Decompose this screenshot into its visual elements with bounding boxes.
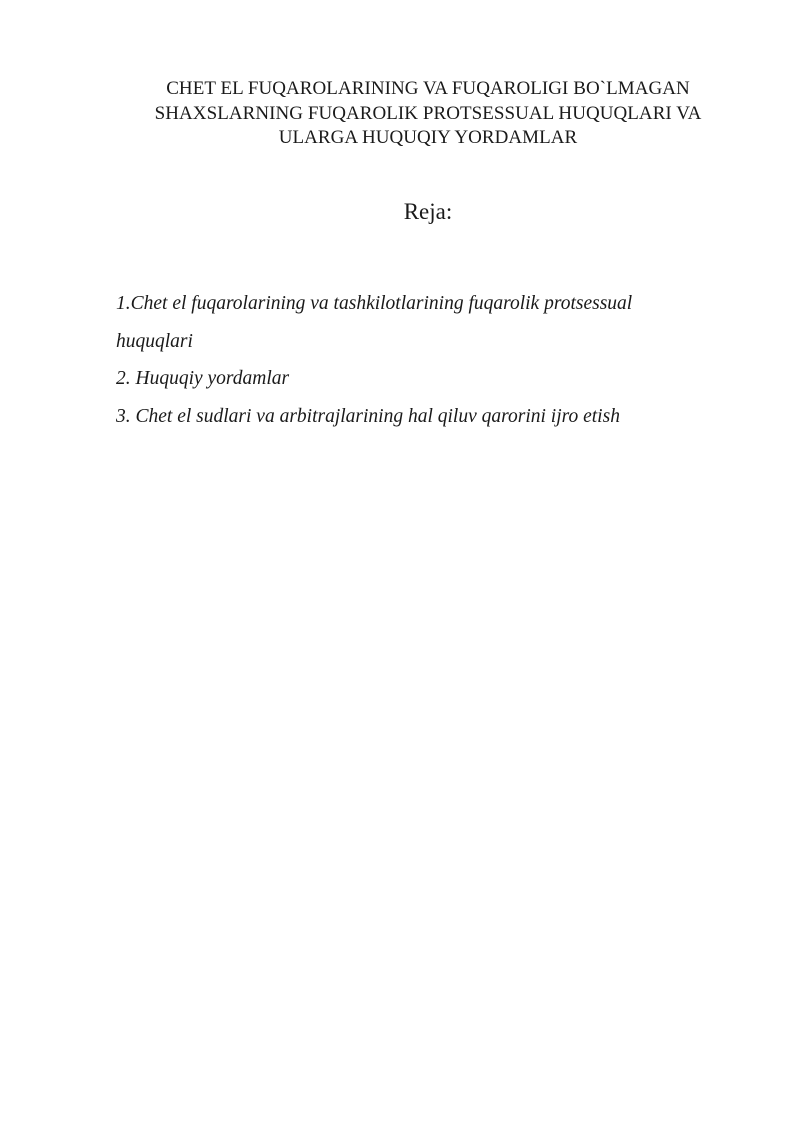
plan-item-1-continued: huquqlari [116, 330, 193, 352]
plan-item-2: 2. Huquqiy yordamlar [116, 368, 290, 389]
plan-heading: Reja: [403, 199, 453, 224]
title-line-3: ULARGA HUQUQIY YORDAMLAR [278, 127, 578, 148]
title-line-2: SHAXSLARNING FUQAROLIK PROTSESSUAL HUQUQLARI VA [154, 102, 702, 124]
plan-list [116, 285, 756, 435]
plan-item-3: 3. Chet el sudlari va arbitrajlarining hal qiluv qarorini ijro etish [116, 405, 620, 427]
title-line-1: CHET EL FUQAROLARINING VA FUQAROLIGI BO`LMAGAN [166, 78, 690, 99]
document-title [100, 77, 756, 151]
plan-item-1: 1.Chet el fuqarolarining va tashkilotlarining fuqarolik protsessual [116, 293, 633, 314]
